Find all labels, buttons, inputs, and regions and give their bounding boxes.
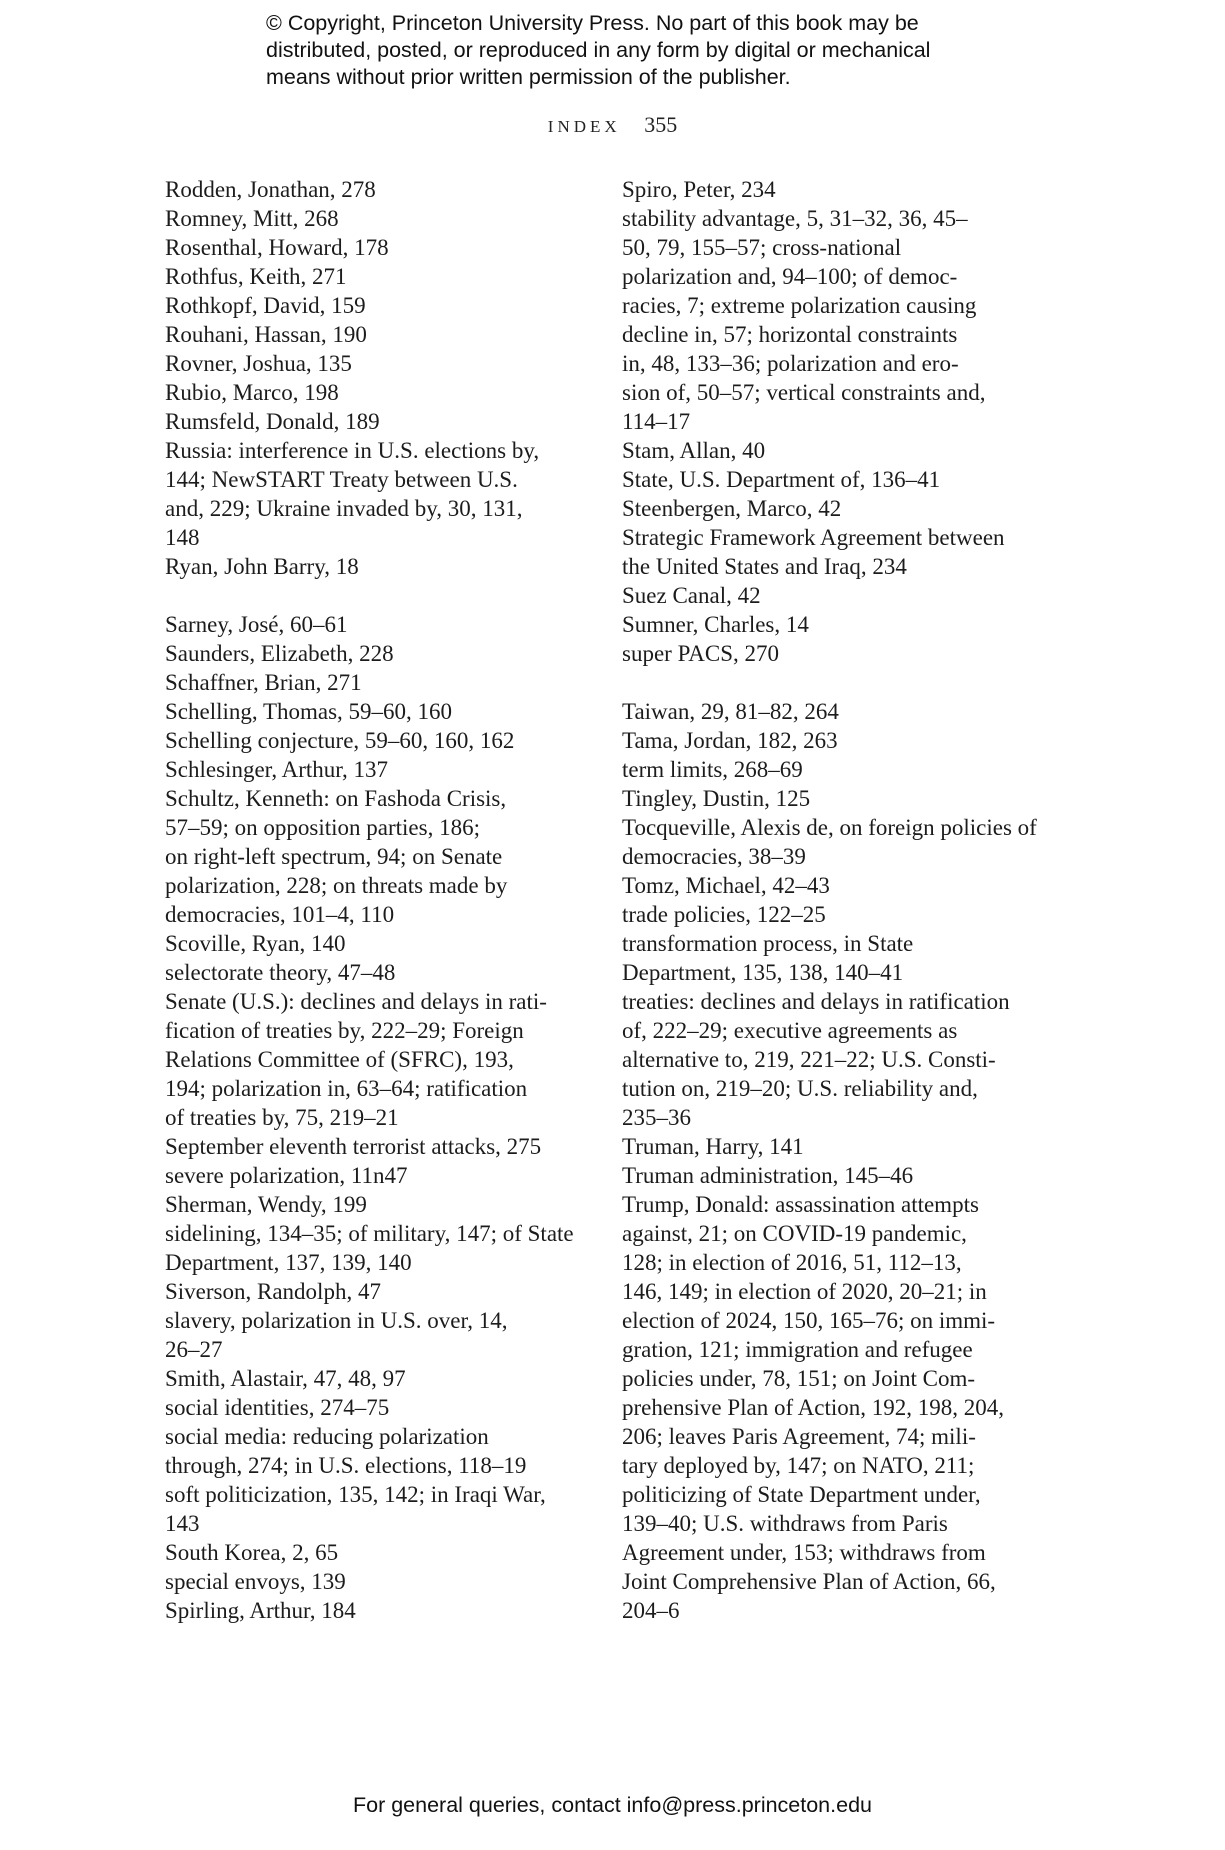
- index-entry: [165, 958, 585, 987]
- index-entry-line: special envoys, 139: [165, 1569, 346, 1594]
- index-entry: [622, 784, 1042, 813]
- index-entry: [165, 784, 585, 929]
- index-entry-line: election of 2024, 150, 165–76; on immi-: [622, 1308, 996, 1333]
- index-entry-line: 235–36: [622, 1105, 691, 1130]
- index-entry-line: Spirling, Arthur, 184: [165, 1598, 356, 1623]
- footer-contact: For general queries, contact info@press.princeton.edu: [352, 1793, 872, 1817]
- index-entry-line: Truman administration, 145–46: [622, 1163, 914, 1188]
- index-entry-line: 114–17: [622, 409, 691, 434]
- index-entry: [165, 639, 585, 668]
- index-entry-line: racies, 7; extreme polarization causing: [622, 293, 977, 318]
- index-entry-line: soft politicization, 135, 142; in Iraqi War,: [165, 1482, 546, 1507]
- index-entry: [165, 175, 585, 204]
- index-entry-line: Rosenthal, Howard, 178: [165, 235, 389, 260]
- index-entry-line: Ryan, John Barry, 18: [165, 554, 359, 579]
- copyright-notice: [266, 10, 1026, 91]
- index-entry-line: severe polarization, 11n47: [165, 1163, 408, 1188]
- index-entry-line: 26–27: [165, 1337, 223, 1362]
- index-entry: [165, 1161, 585, 1190]
- index-entry-line: social media: reducing polarization: [165, 1424, 489, 1449]
- index-entry-line: State, U.S. Department of, 136–41: [622, 467, 941, 492]
- index-entry: [165, 262, 585, 291]
- index-entry: [165, 697, 585, 726]
- index-entry-line: Rodden, Jonathan, 278: [165, 177, 376, 202]
- index-entry-line: Tomz, Michael, 42–43: [622, 873, 830, 898]
- index-entry-line: Saunders, Elizabeth, 228: [165, 641, 394, 666]
- index-entry: [165, 1219, 585, 1277]
- copyright-line: © Copyright, Princeton University Press. No part of this book may be: [266, 11, 919, 35]
- index-entry-line: Rumsfeld, Donald, 189: [165, 409, 380, 434]
- index-entry-line: Schlesinger, Arthur, 137: [165, 757, 389, 782]
- index-entry: [165, 1567, 585, 1596]
- index-column-right: [622, 175, 1042, 1625]
- index-entry: [165, 407, 585, 436]
- index-entry: [622, 610, 1042, 639]
- index-entry-line: trade policies, 122–25: [622, 902, 826, 927]
- index-entry: [622, 1161, 1042, 1190]
- index-entry-line: South Korea, 2, 65: [165, 1540, 339, 1565]
- index-entry-line: tary deployed by, 147; on NATO, 211;: [622, 1453, 975, 1478]
- index-entry-line: Schultz, Kenneth: on Fashoda Crisis,: [165, 786, 507, 811]
- index-entry-line: 146, 149; in election of 2020, 20–21; in: [622, 1279, 987, 1304]
- index-letter-group-r: [165, 175, 585, 581]
- index-entry-line: 206; leaves Paris Agreement, 74; mili-: [622, 1424, 976, 1449]
- index-entry: [622, 900, 1042, 929]
- index-entry: [165, 1132, 585, 1161]
- index-entry: [165, 1306, 585, 1364]
- index-letter-group-s-continued: [622, 175, 1042, 668]
- index-entry-line: Schelling, Thomas, 59–60, 160: [165, 699, 453, 724]
- running-head: [0, 112, 1225, 138]
- index-entry: [622, 175, 1042, 204]
- index-entry-line: treaties: declines and delays in ratification: [622, 989, 1010, 1014]
- index-entry: [165, 668, 585, 697]
- index-entry-line: Rouhani, Hassan, 190: [165, 322, 367, 347]
- index-entry: [165, 1190, 585, 1219]
- index-entry: [622, 204, 1042, 436]
- index-entry-line: social identities, 274–75: [165, 1395, 390, 1420]
- index-entry-line: Suez Canal, 42: [622, 583, 761, 608]
- index-entry: [165, 929, 585, 958]
- index-entry-line: super PACS, 270: [622, 641, 779, 666]
- index-entry: [165, 1422, 585, 1480]
- index-entry: [165, 1480, 585, 1538]
- index-entry: [165, 1364, 585, 1393]
- index-entry-line: Spiro, Peter, 234: [622, 177, 776, 202]
- index-entry: [622, 929, 1042, 987]
- index-entry-line: Strategic Framework Agreement between: [622, 525, 1005, 550]
- index-entry-line: Tingley, Dustin, 125: [622, 786, 811, 811]
- index-entry-line: 148: [165, 525, 200, 550]
- copyright-line: means without prior written permission of the publisher.: [266, 65, 791, 89]
- index-entry-line: prehensive Plan of Action, 192, 198, 204,: [622, 1395, 1005, 1420]
- index-entry-line: fication of treaties by, 222–29; Foreign: [165, 1018, 524, 1043]
- index-entry-line: Joint Comprehensive Plan of Action, 66,: [622, 1569, 996, 1594]
- index-entry-line: of, 222–29; executive agreements as: [622, 1018, 958, 1043]
- index-entry-line: September eleventh terrorist attacks, 275: [165, 1134, 542, 1159]
- index-entry: [622, 639, 1042, 668]
- index-entry-line: Tocqueville, Alexis de, on foreign policies of: [622, 815, 1037, 840]
- index-letter-group-s: [165, 610, 585, 1625]
- index-entry: [165, 1538, 585, 1567]
- index-entry-line: sion of, 50–57; vertical constraints and,: [622, 380, 986, 405]
- index-entry-line: Schelling conjecture, 59–60, 160, 162: [165, 728, 515, 753]
- index-entry-line: Steenbergen, Marco, 42: [622, 496, 842, 521]
- index-entry-line: polarization, 228; on threats made by: [165, 873, 508, 898]
- index-entry: [622, 581, 1042, 610]
- index-entry: [165, 1277, 585, 1306]
- index-entry: [622, 813, 1042, 871]
- index-entry-line: Rothfus, Keith, 271: [165, 264, 347, 289]
- index-entry-line: term limits, 268–69: [622, 757, 803, 782]
- index-entry: [165, 987, 585, 1132]
- index-entry-line: policies under, 78, 151; on Joint Com-: [622, 1366, 975, 1391]
- index-entry-line: gration, 121; immigration and refugee: [622, 1337, 973, 1362]
- index-entry-line: Senate (U.S.): declines and delays in rati-: [165, 989, 547, 1014]
- index-entry: [165, 204, 585, 233]
- index-entry: [622, 755, 1042, 784]
- index-entry-line: politicizing of State Department under,: [622, 1482, 981, 1507]
- index-entry-line: selectorate theory, 47–48: [165, 960, 396, 985]
- index-entry: [622, 1132, 1042, 1161]
- index-entry-line: 144; NewSTART Treaty between U.S.: [165, 467, 518, 492]
- index-entry: [165, 349, 585, 378]
- index-entry-line: sidelining, 134–35; of military, 147; of State: [165, 1221, 574, 1246]
- index-entry-line: slavery, polarization in U.S. over, 14,: [165, 1308, 508, 1333]
- index-entry-line: Siverson, Randolph, 47: [165, 1279, 381, 1304]
- index-entry: [165, 233, 585, 262]
- index-entry-line: Sumner, Charles, 14: [622, 612, 809, 637]
- index-entry: [165, 552, 585, 581]
- index-entry-line: Department, 137, 139, 140: [165, 1250, 412, 1275]
- index-letter-group-t: [622, 697, 1042, 1625]
- index-entry-line: tution on, 219–20; U.S. reliability and,: [622, 1076, 978, 1101]
- group-spacer: [622, 668, 1042, 697]
- index-entry: [165, 436, 585, 552]
- index-entry: [622, 697, 1042, 726]
- index-entry-line: and, 229; Ukraine invaded by, 30, 131,: [165, 496, 523, 521]
- index-entry: [622, 523, 1042, 581]
- index-entry-line: Trump, Donald: assassination attempts: [622, 1192, 979, 1217]
- index-entry-line: Relations Committee of (SFRC), 193,: [165, 1047, 514, 1072]
- index-entry-line: 128; in election of 2016, 51, 112–13,: [622, 1250, 962, 1275]
- index-entry: [622, 465, 1042, 494]
- index-entry-line: on right-left spectrum, 94; on Senate: [165, 844, 503, 869]
- index-entry-line: Department, 135, 138, 140–41: [622, 960, 904, 985]
- index-entry: [165, 755, 585, 784]
- index-entry: [165, 726, 585, 755]
- index-entry-line: transformation process, in State: [622, 931, 914, 956]
- index-entry-line: Rovner, Joshua, 135: [165, 351, 352, 376]
- index-entry-line: democracies, 38–39: [622, 844, 806, 869]
- index-entry-line: 139–40; U.S. withdraws from Paris: [622, 1511, 948, 1536]
- index-entry-line: Stam, Allan, 40: [622, 438, 766, 463]
- index-entry-line: Sherman, Wendy, 199: [165, 1192, 367, 1217]
- index-entry: [165, 378, 585, 407]
- index-entry: [165, 1393, 585, 1422]
- index-entry-line: Schaffner, Brian, 271: [165, 670, 362, 695]
- index-entry: [622, 871, 1042, 900]
- index-entry-line: Truman, Harry, 141: [622, 1134, 804, 1159]
- index-entry-line: decline in, 57; horizontal constraints: [622, 322, 958, 347]
- index-entry-line: Tama, Jordan, 182, 263: [622, 728, 838, 753]
- index-entry-line: 194; polarization in, 63–64; ratification: [165, 1076, 528, 1101]
- index-entry: [622, 726, 1042, 755]
- index-entry: [622, 1190, 1042, 1625]
- copyright-line: distributed, posted, or reproduced in any form by digital or mechanical: [266, 38, 931, 62]
- index-entry: [165, 1596, 585, 1625]
- index-entry: [622, 494, 1042, 523]
- index-entry-line: 57–59; on opposition parties, 186;: [165, 815, 480, 840]
- index-entry-line: Scoville, Ryan, 140: [165, 931, 346, 956]
- index-entry-line: Rothkopf, David, 159: [165, 293, 366, 318]
- index-entry-line: 143: [165, 1511, 200, 1536]
- group-spacer: [165, 581, 585, 610]
- index-entry-line: in, 48, 133–36; polarization and ero-: [622, 351, 959, 376]
- index-entry: [622, 987, 1042, 1132]
- index-column-left: [165, 175, 585, 1625]
- index-entry-line: Rubio, Marco, 198: [165, 380, 339, 405]
- index-entry-line: 50, 79, 155–57; cross-national: [622, 235, 902, 260]
- index-entry-line: democracies, 101–4, 110: [165, 902, 395, 927]
- index-entry-line: Agreement under, 153; withdraws from: [622, 1540, 986, 1565]
- index-entry-line: Romney, Mitt, 268: [165, 206, 339, 231]
- running-head-label: INDEX: [547, 117, 621, 136]
- index-entry-line: against, 21; on COVID-19 pandemic,: [622, 1221, 967, 1246]
- index-entry-line: polarization and, 94–100; of democ-: [622, 264, 958, 289]
- index-entry-line: Taiwan, 29, 81–82, 264: [622, 699, 839, 724]
- page-number: 355: [644, 112, 678, 137]
- index-entry: [165, 610, 585, 639]
- index-entry-line: Sarney, José, 60–61: [165, 612, 348, 637]
- index-entry-line: 204–6: [622, 1598, 680, 1623]
- index-entry-line: stability advantage, 5, 31–32, 36, 45–: [622, 206, 968, 231]
- index-entry-line: of treaties by, 75, 219–21: [165, 1105, 399, 1130]
- index-entry-line: Smith, Alastair, 47, 48, 97: [165, 1366, 406, 1391]
- index-entry: [622, 436, 1042, 465]
- index-entry-line: the United States and Iraq, 234: [622, 554, 907, 579]
- index-entry: [165, 291, 585, 320]
- index-entry-line: alternative to, 219, 221–22; U.S. Consti-: [622, 1047, 996, 1072]
- index-entry: [165, 320, 585, 349]
- index-entry-line: Russia: interference in U.S. elections by,: [165, 438, 540, 463]
- index-entry-line: through, 274; in U.S. elections, 118–19: [165, 1453, 527, 1478]
